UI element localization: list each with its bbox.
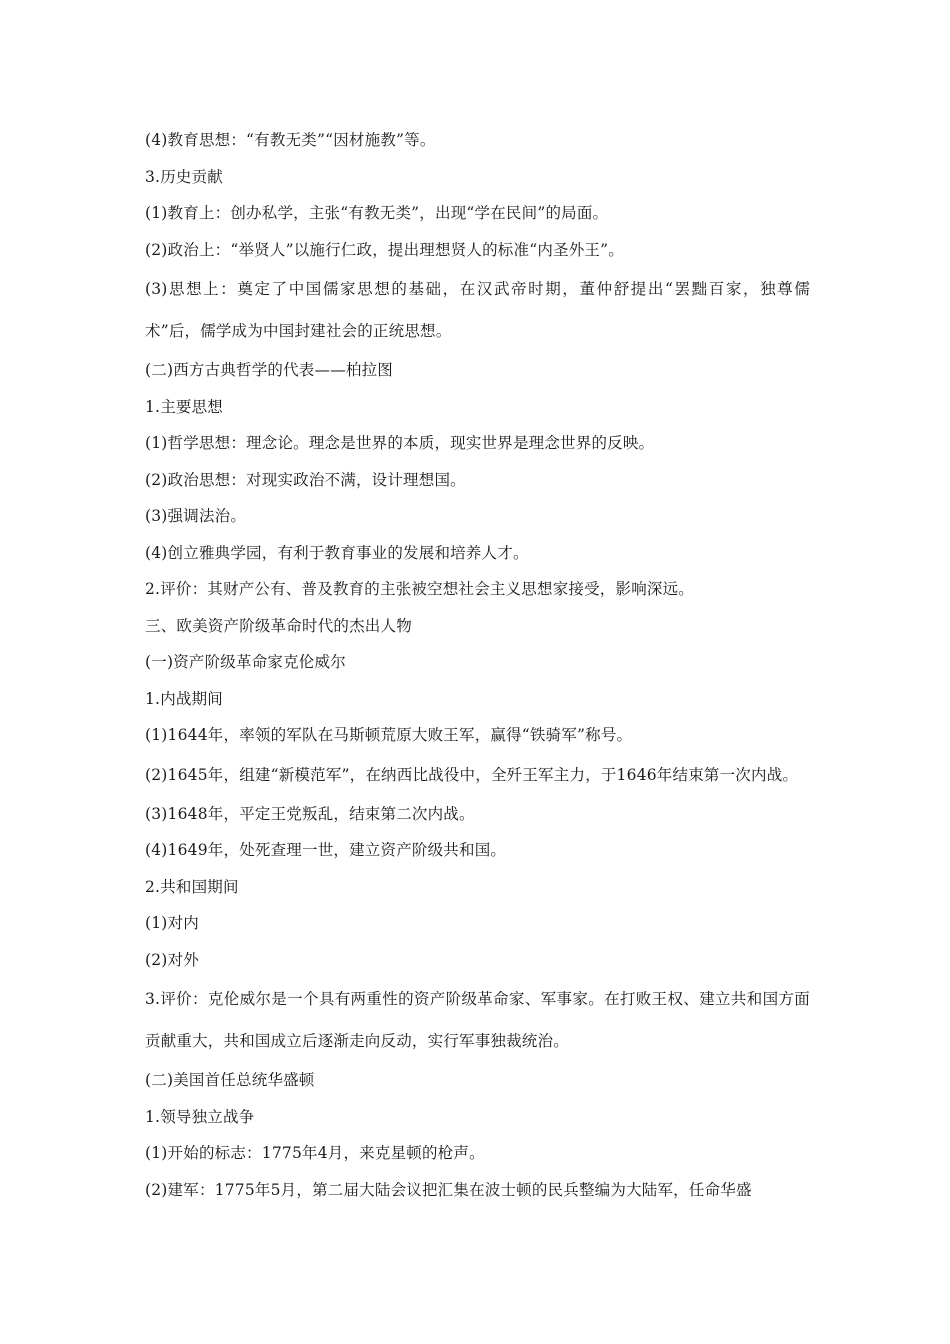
paragraph: (4)创立雅典学园，有利于教育事业的发展和培养人才。 [145,543,529,562]
section-heading: (二)美国首任总统华盛顿 [145,1071,315,1089]
paragraph: 2.评价：其财产公有、普及教育的主张被空想社会主义思想家接受，影响深远。 [145,580,694,598]
section-heading: 1.内战期间 [145,689,223,708]
document-body [145,122,810,1208]
paragraph: (2)1645年，组建“新模范军”，在纳西比战役中，全歼王军主力，于1646年结束第一次内战。 [145,765,799,784]
section-heading: (二)西方古典哲学的代表——柏拉图 [145,361,393,379]
paragraph: (2)建军：1775年5月，第二届大陆会议把汇集在波士顿的民兵整编为大陆军，任命华盛 [145,1180,752,1199]
paragraph: (1)1644年，率领的军队在马斯顿荒原大败王军，赢得“铁骑军”称号。 [145,726,633,744]
paragraph: (2)政治思想：对现实政治不满，设计理想国。 [145,470,466,489]
paragraph: (3)强调法治。 [145,507,247,525]
section-heading: 三、欧美资产阶级革命时代的杰出人物 [145,616,412,635]
paragraph: (4)1649年，处死查理一世，建立资产阶级共和国。 [145,841,507,859]
section-heading: 1.领导独立战争 [145,1107,255,1126]
paragraph: (1)开始的标志：1775年4月，来克星顿的枪声。 [145,1144,485,1162]
paragraph: (3)1648年，平定王党叛乱，结束第二次内战。 [145,804,475,823]
paragraph: (2)政治上：“举贤人”以施行仁政，提出理想贤人的标准“内圣外王”。 [145,240,624,259]
paragraph: 3.评价：克伦威尔是一个具有两重性的资产阶级革命家、军事家。在打败王权、建立共和国方面贡献重大，共和国成立后逐渐走向反动，实行军事独裁统治。 [145,990,810,1050]
paragraph: (2)对外 [145,950,199,969]
paragraph: (1)对内 [145,914,199,932]
section-heading: 2.共和国期间 [145,877,239,896]
section-heading: 3.历史贡献 [145,167,223,186]
paragraph: (1)教育上：创办私学，主张“有教无类”，出现“学在民间”的局面。 [145,204,609,222]
paragraph: (1)哲学思想：理念论。理念是世界的本质，现实世界是理念世界的反映。 [145,434,655,452]
section-heading: (一)资产阶级革命家克伦威尔 [145,653,346,671]
paragraph: (3)思想上：奠定了中国儒家思想的基础，在汉武帝时期，董仲舒提出“罢黜百家，独尊儒术”后，儒学成为中国封建社会的正统思想。 [145,280,810,340]
paragraph: (4)教育思想：“有教无类”“因材施教”等。 [145,131,436,149]
section-heading: 1.主要思想 [145,397,223,416]
